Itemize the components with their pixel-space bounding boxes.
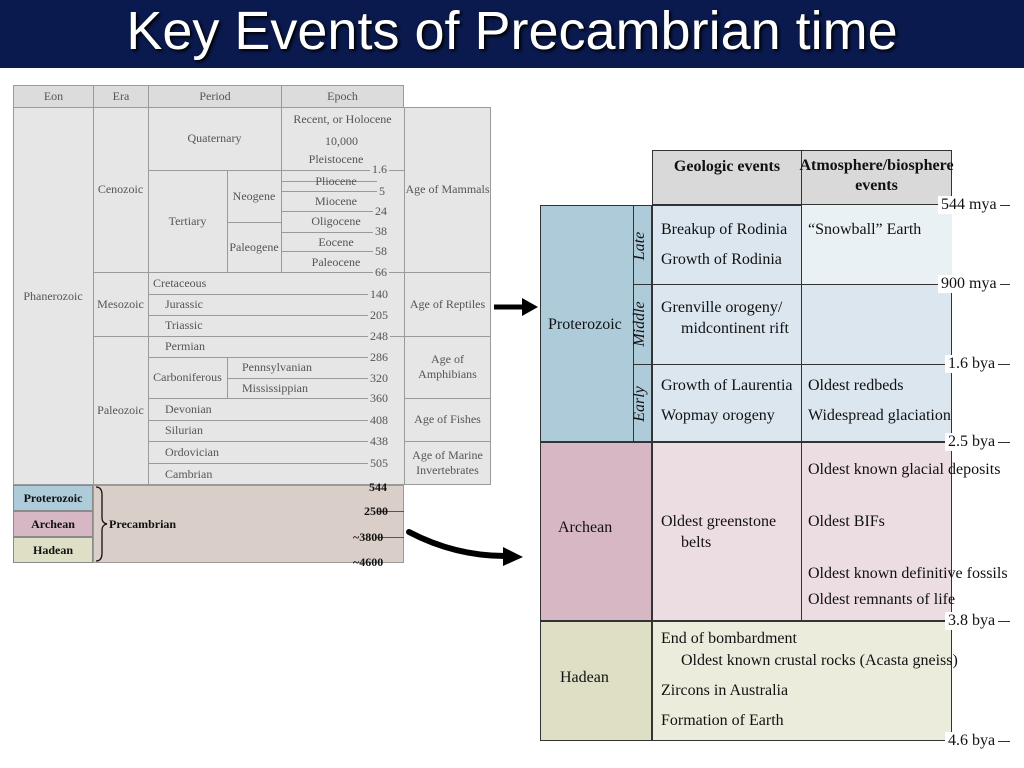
boundary-label: 2500 bbox=[364, 504, 388, 518]
boundary-label: 205 bbox=[370, 308, 388, 322]
period-jurassic: Jurassic bbox=[165, 297, 203, 311]
period-ordovician: Ordovician bbox=[165, 444, 219, 459]
age-fishes: Age of Fishes bbox=[414, 412, 481, 426]
event-bombardment: End of bombardment bbox=[661, 630, 797, 647]
event-greenstone-line2: belts bbox=[681, 534, 712, 551]
period-pennsylvanian: Pennsylvanian bbox=[242, 360, 312, 374]
boundary-label: 140 bbox=[370, 287, 388, 301]
boundary-label: 544 mya bbox=[938, 196, 1000, 214]
period-silurian: Silurian bbox=[165, 423, 203, 437]
epoch-miocene: Miocene bbox=[315, 193, 357, 208]
period-triassic: Triassic bbox=[165, 318, 203, 332]
arrow-to-precambrian bbox=[395, 520, 530, 575]
epoch-eocene: Eocene bbox=[318, 234, 354, 249]
event-glacial-deposits: Oldest known glacial deposits bbox=[808, 461, 1001, 478]
divider bbox=[801, 205, 802, 621]
eon-proterozoic: Proterozoic bbox=[23, 490, 83, 505]
eon-hadean: Hadean bbox=[32, 542, 73, 557]
event-crustal-rocks: Oldest known crustal rocks (Acasta gneiss) bbox=[681, 652, 958, 669]
arrow-to-proterozoic bbox=[490, 292, 540, 322]
precambrian-events-chart bbox=[540, 150, 1010, 750]
eon-phanerozoic: Phanerozoic bbox=[23, 288, 83, 303]
divider bbox=[633, 364, 952, 365]
geologic-timescale-chart bbox=[13, 85, 491, 569]
late-atmosphere-cell bbox=[801, 205, 952, 284]
boundary-label: 38 bbox=[375, 224, 387, 238]
boundary-label: 505 bbox=[370, 456, 388, 470]
eon-archean: Archean bbox=[31, 516, 75, 531]
subdivision-middle: Middle bbox=[631, 301, 648, 347]
boundary-label: 1.6 bbox=[372, 162, 387, 176]
event-growth-laurentia: Growth of Laurentia bbox=[661, 377, 793, 394]
period-neogene: Neogene bbox=[232, 188, 276, 203]
header-epoch: Epoch bbox=[281, 85, 404, 108]
boundary-label: ~4600 bbox=[353, 555, 384, 569]
event-remnants-of-life: Oldest remnants of life bbox=[808, 591, 956, 608]
event-grenville-line1: Grenville orogeny/ bbox=[661, 299, 783, 316]
period-carboniferous: Carboniferous bbox=[153, 370, 222, 384]
event-widespread-glaciation: Widespread glaciation bbox=[808, 407, 951, 424]
header-eon: Eon bbox=[13, 85, 94, 108]
age-marine-invertebrates: Age of Marine Invertebrates bbox=[412, 448, 483, 477]
event-definitive-fossils: Oldest known definitive fossils bbox=[808, 565, 1008, 582]
event-zircons: Zircons in Australia bbox=[661, 682, 789, 699]
eon-proterozoic: Proterozoic bbox=[548, 316, 622, 333]
eon-archean: Archean bbox=[558, 519, 613, 536]
event-wopmay: Wopmay orogeny bbox=[661, 407, 775, 424]
eon-hadean: Hadean bbox=[560, 669, 609, 686]
boundary-label: 438 bbox=[370, 434, 388, 448]
divider bbox=[633, 284, 952, 285]
subdivision-early: Early bbox=[631, 386, 648, 422]
period-permian: Permian bbox=[165, 339, 205, 353]
event-oldest-redbeds: Oldest redbeds bbox=[808, 377, 904, 394]
boundary-label: 3.8 bya bbox=[945, 612, 998, 630]
era-paleozoic: Paleozoic bbox=[97, 403, 144, 417]
period-quaternary: Quaternary bbox=[187, 131, 242, 145]
event-snowball-earth: “Snowball” Earth bbox=[808, 221, 922, 238]
header-era: Era bbox=[93, 85, 149, 108]
boundary-label: 360 bbox=[370, 391, 388, 405]
event-formation-earth: Formation of Earth bbox=[661, 712, 784, 729]
event-greenstone-line1: Oldest greenstone bbox=[661, 513, 777, 530]
boundary-label: 544 bbox=[369, 480, 387, 494]
epoch-paleocene: Paleocene bbox=[311, 254, 361, 269]
precambrian-label: Precambrian bbox=[109, 516, 177, 531]
boundary-label: 5 bbox=[379, 184, 385, 198]
epoch-oligocene: Oligocene bbox=[311, 213, 361, 228]
header-period: Period bbox=[148, 85, 282, 108]
epoch-pleistocene: Pleistocene bbox=[308, 151, 364, 166]
period-mississippian: Mississippian bbox=[241, 380, 308, 395]
era-mesozoic: Mesozoic bbox=[97, 296, 144, 311]
period-cretaceous: Cretaceous bbox=[153, 275, 207, 290]
boundary-label: 58 bbox=[375, 244, 387, 258]
boundary-label: 408 bbox=[370, 413, 388, 427]
boundary-label: 10,000 bbox=[325, 134, 358, 148]
period-devonian: Devonian bbox=[165, 401, 212, 416]
era-cenozoic: Cenozoic bbox=[97, 182, 144, 196]
subdivision-late: Late bbox=[631, 231, 648, 261]
boundary-label: 66 bbox=[375, 265, 387, 279]
boundary-label: 286 bbox=[370, 350, 388, 364]
event-oldest-bifs: Oldest BIFs bbox=[808, 513, 885, 530]
boundary-label: 900 mya bbox=[938, 275, 1000, 293]
header-atmosphere-events: Atmosphere/biosphere events bbox=[799, 157, 954, 194]
header-geologic-events: Geologic events bbox=[673, 158, 781, 175]
boundary-label: ~3800 bbox=[353, 530, 384, 544]
boundary-label: 24 bbox=[375, 204, 387, 218]
event-grenville-line2: midcontinent rift bbox=[681, 320, 789, 337]
page-title: Key Events of Precambrian time bbox=[126, 1, 898, 61]
event-growth-rodinia: Growth of Rodinia bbox=[661, 251, 782, 268]
boundary-label: 4.6 bya bbox=[945, 732, 998, 750]
boundary-label: 1.6 bya bbox=[945, 355, 998, 373]
epoch-holocene: Recent, or Holocene bbox=[293, 111, 392, 126]
period-paleogene: Paleogene bbox=[229, 239, 279, 254]
event-breakup-rodinia: Breakup of Rodinia bbox=[661, 221, 788, 238]
period-tertiary: Tertiary bbox=[168, 213, 207, 228]
epoch-pliocene: Pliocene bbox=[315, 173, 357, 188]
age-mammals: Age of Mammals bbox=[405, 182, 490, 196]
boundary-label: 248 bbox=[370, 329, 388, 343]
age-amphibians: Age of Amphibians bbox=[418, 352, 477, 381]
age-reptiles: Age of Reptiles bbox=[409, 296, 486, 311]
period-cambrian: Cambrian bbox=[165, 466, 213, 481]
boundary-label: 2.5 bya bbox=[945, 433, 998, 451]
boundary-label: 320 bbox=[370, 371, 388, 385]
